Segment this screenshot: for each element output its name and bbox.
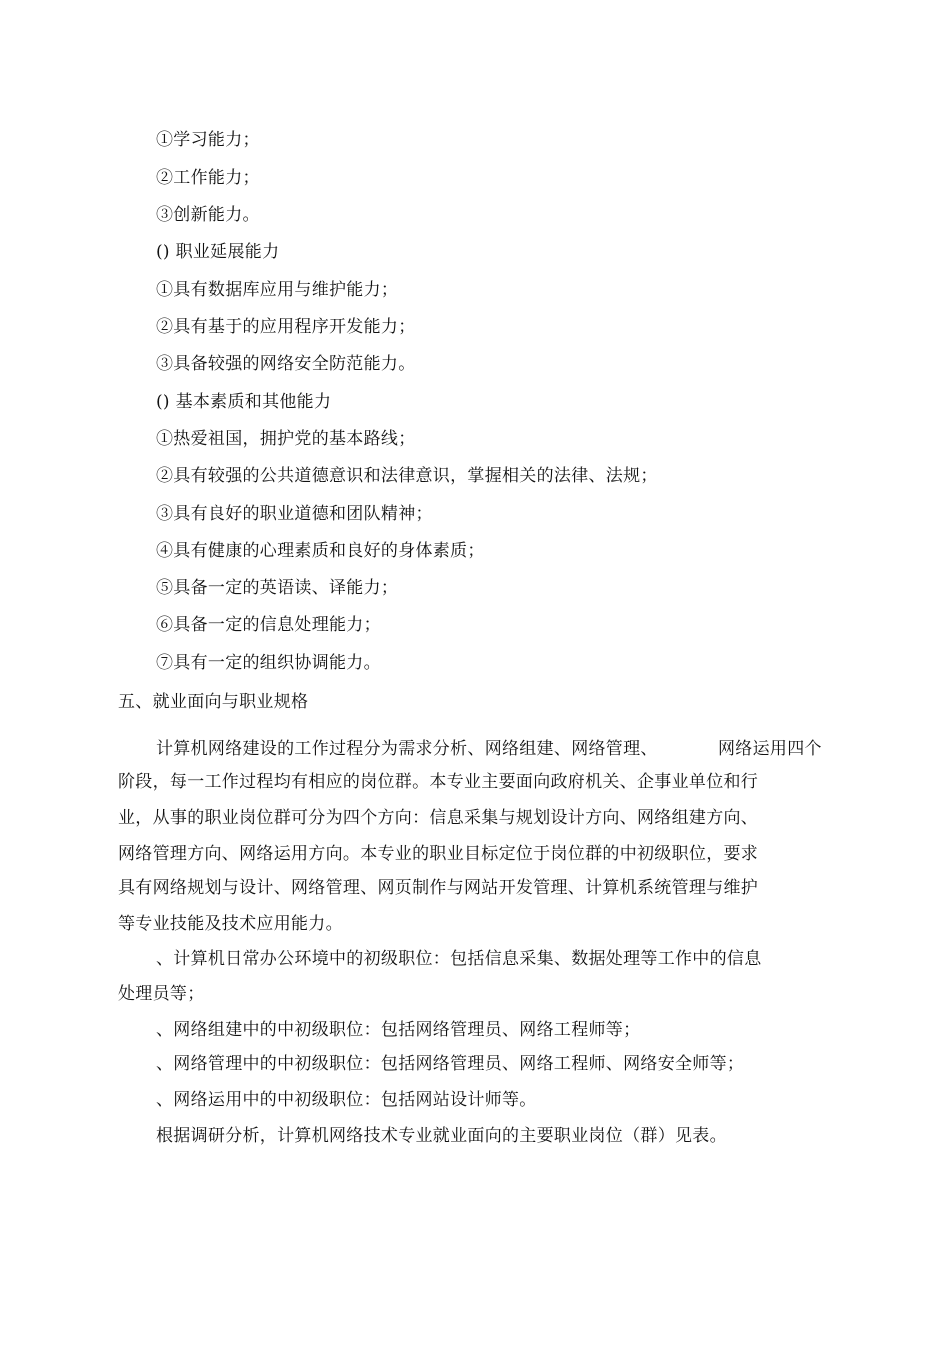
paragraph-line: 网络运用四个 [718,739,822,759]
paragraph-line: 具有网络规划与设计、网络管理、网页制作与网站开发管理、计算机系统管理与维护 [118,878,759,898]
list-item: ②具有基于的应用程序开发能力； [156,317,416,337]
list-item: ③具有良好的职业道德和团队精神； [156,504,433,524]
position-item: 、网络管理中的中初级职位：包括网络管理员、网络工程师、网络安全师等； [156,1054,745,1074]
subheading-basic-quality: () 基本素质和其他能力 [156,392,332,412]
list-item: ④具有健康的心理素质和良好的身体素质； [156,541,485,561]
paragraph-line: 阶段，每一工作过程均有相应的岗位群。本专业主要面向政府机关、企事业单位和行 [118,772,759,792]
closing-sentence: 根据调研分析，计算机网络技术专业就业面向的主要职业岗位（群）见表。 [156,1126,727,1146]
paragraph-line: 业，从事的职业岗位群可分为四个方向：信息采集与规划设计方向、网络组建方向、 [118,808,759,828]
list-item: ①热爱祖国，拥护党的基本路线； [156,429,416,449]
paragraph-line: 网络管理方向、网络运用方向。本专业的职业目标定位于岗位群的中初级职位，要求 [118,844,759,864]
position-item: 、网络运用中的中初级职位：包括网站设计师等。 [156,1090,537,1110]
list-item: ③具备较强的网络安全防范能力。 [156,354,416,374]
paragraph-line: 等专业技能及技术应用能力。 [118,914,343,934]
position-item: 、计算机日常办公环境中的初级职位：包括信息采集、数据处理等工作中的信息 [156,949,762,969]
list-item: ②具有较强的公共道德意识和法律意识，掌握相关的法律、法规； [156,466,658,486]
paragraph-line: 计算机网络建设的工作过程分为需求分析、网络组建、网络管理、 [156,739,658,759]
list-item: ②工作能力； [156,168,260,188]
list-item: ⑤具备一定的英语读、译能力； [156,578,399,598]
list-item: ①学习能力； [156,130,260,150]
subheading-extension-ability: () 职业延展能力 [156,242,280,262]
list-item: ③创新能力。 [156,205,260,225]
position-item-continuation: 处理员等； [118,984,205,1004]
section-five-title: 五、就业面向与职业规格 [118,692,309,712]
position-item: 、网络组建中的中初级职位：包括网络管理员、网络工程师等； [156,1020,641,1040]
list-item: ⑦具有一定的组织协调能力。 [156,653,381,673]
list-item: ①具有数据库应用与维护能力； [156,280,399,300]
list-item: ⑥具备一定的信息处理能力； [156,615,381,635]
